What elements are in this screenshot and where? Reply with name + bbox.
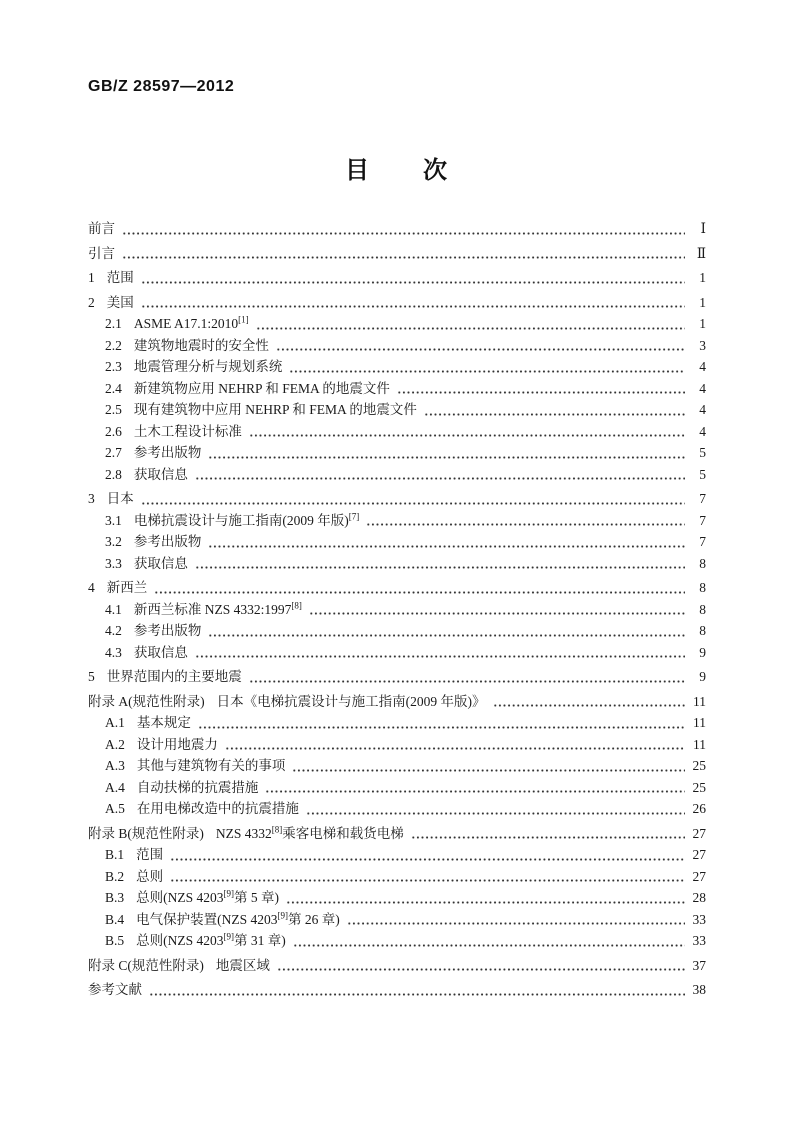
toc-entry (88, 399, 706, 421)
toc-entry-label: 土木工程设计标准 (133, 423, 242, 439)
toc-entry (88, 844, 706, 866)
toc-entry-number: 3.2 (105, 534, 122, 549)
toc-entry (88, 642, 706, 664)
toc-entry (88, 335, 706, 357)
toc-entry (88, 218, 706, 240)
toc-entry-number: A.1 (105, 715, 125, 730)
toc-entry (88, 356, 706, 378)
dot-leader (149, 992, 685, 997)
toc-entry (88, 292, 706, 314)
toc-entry-label: 在用电梯改造中的抗震措施 (136, 801, 299, 816)
toc-entry (88, 313, 706, 335)
toc-entry (88, 442, 706, 464)
dot-leader (170, 857, 685, 862)
toc-entry-number: 2.1 (105, 316, 122, 331)
toc-entry-number: 3.3 (105, 555, 122, 571)
dot-leader (198, 725, 685, 730)
dot-leader (397, 390, 685, 395)
dot-leader (141, 501, 685, 506)
toc-entry-label: 获取信息 (133, 644, 188, 660)
toc-entry-page: 27 (692, 825, 706, 841)
toc-entry-label: 参考出版物 (133, 534, 202, 549)
toc-entry-page: 8 (699, 601, 706, 617)
toc-entry (88, 955, 706, 977)
toc-entry (88, 979, 706, 1001)
toc-entry-page: 5 (699, 445, 706, 460)
toc-entry (88, 488, 706, 510)
toc-entry-number: 3.1 (105, 512, 122, 528)
toc-entry-page: 8 (699, 555, 706, 571)
toc-entry-label: 美国 (106, 294, 134, 310)
toc-entry-number: 2.2 (105, 337, 122, 353)
toc-entry-number: 2.6 (105, 423, 122, 439)
toc-entry-number: A.2 (105, 736, 125, 752)
toc-entry-number: B.2 (105, 868, 125, 884)
toc-list (88, 218, 706, 1001)
toc-entry-number: 3 (88, 491, 95, 506)
page-title: 目 次 (345, 157, 449, 184)
dot-leader (277, 967, 685, 972)
toc-entry-number: 2.4 (105, 380, 122, 396)
dot-leader (256, 326, 685, 331)
toc-entry-label: 建筑物地震时的安全性 (133, 337, 269, 353)
toc-entry (88, 599, 706, 621)
toc-entry-page: 7 (699, 534, 706, 549)
toc-entry-number: B.3 (105, 890, 125, 905)
toc-entry-page: Ⅰ (700, 221, 706, 236)
toc-entry (88, 866, 706, 888)
toc-entry-number: A.4 (105, 779, 125, 795)
toc-entry-label: 新西兰标准 NZS 4332:1997[8] (133, 600, 302, 617)
toc-entry-number: 附录 B(规范性附录) (88, 825, 204, 841)
toc-entry-label: 前言 (88, 221, 115, 236)
toc-entry (88, 734, 706, 756)
dot-leader (141, 304, 685, 309)
toc-entry-number: 2.8 (105, 466, 122, 482)
toc-entry-label: 总则(NZS 4203[9]第 5 章) (136, 888, 280, 905)
toc-entry-page: 11 (693, 715, 706, 730)
dot-leader (347, 921, 685, 926)
toc-entry (88, 666, 706, 688)
toc-entry-label: 获取信息 (133, 466, 188, 482)
toc-entry-number: 4.1 (105, 601, 122, 617)
toc-entry-page: Ⅱ (696, 245, 706, 261)
toc-entry-label: 现有建筑物中应用 NEHRP 和 FEMA 的地震文件 (133, 402, 417, 417)
toc-entry-page: 4 (699, 359, 706, 374)
toc-entry-page: 26 (692, 801, 706, 816)
toc-entry (88, 421, 706, 443)
toc-entry-page: 4 (699, 423, 706, 439)
toc-entry-number: B.1 (105, 847, 125, 862)
toc-entry-label: 参考文献 (88, 982, 142, 997)
toc-entry (88, 930, 706, 952)
dot-leader (122, 231, 685, 236)
toc-entry-number: B.4 (105, 911, 125, 927)
toc-entry-number: 附录 C(规范性附录) (88, 957, 204, 973)
toc-entry-label: 总则(NZS 4203[9]第 31 章) (136, 931, 286, 948)
toc-entry-label: NZS 4332[8]乘客电梯和载货电梯 (215, 824, 404, 841)
dot-leader (195, 654, 685, 659)
toc-entry-label: 参考出版物 (133, 623, 202, 638)
toc-entry (88, 553, 706, 575)
toc-entry-label: 获取信息 (133, 555, 188, 571)
toc-entry-page: 25 (692, 779, 706, 795)
dot-leader (208, 633, 685, 638)
dot-leader (208, 455, 685, 460)
toc-entry-number: A.3 (105, 758, 125, 773)
dot-leader (292, 768, 685, 773)
toc-entry (88, 620, 706, 642)
toc-entry-page: 8 (699, 580, 706, 595)
toc-entry (88, 510, 706, 532)
toc-entry-page: 4 (699, 402, 706, 417)
toc-entry-page: 3 (699, 337, 706, 353)
dot-leader (195, 476, 685, 481)
toc-entry-page: 25 (692, 758, 706, 773)
dot-leader (170, 878, 685, 883)
standard-code: GB/Z 28597—2012 (88, 78, 235, 95)
dot-leader (411, 835, 685, 840)
toc-entry-page: 11 (693, 736, 706, 752)
toc-entry-page: 1 (699, 294, 706, 310)
toc-entry-number: 4 (88, 580, 95, 595)
toc-entry-page: 28 (692, 890, 706, 905)
dot-leader (249, 433, 685, 438)
dot-leader (293, 943, 685, 948)
toc-entry-number: 2.3 (105, 359, 122, 374)
toc-entry-label: 电气保护装置(NZS 4203[9]第 26 章) (136, 910, 340, 927)
toc-entry-number: 2 (88, 294, 95, 310)
toc-entry-label: 新建筑物应用 NEHRP 和 FEMA 的地震文件 (133, 380, 390, 396)
toc-entry-label: 引言 (88, 245, 115, 261)
toc-entry-number: 2.7 (105, 445, 122, 460)
dot-leader (424, 412, 685, 417)
toc-entry-label: 地震区域 (215, 957, 270, 973)
toc-entry-number: 附录 A(规范性附录) (88, 693, 205, 709)
toc-entry-page: 4 (699, 380, 706, 396)
toc-entry (88, 909, 706, 931)
toc-entry-page: 27 (692, 847, 706, 862)
toc-entry-page: 33 (692, 911, 706, 927)
dot-leader (265, 789, 685, 794)
toc-entry-page: 5 (699, 466, 706, 482)
toc-entry-number: A.5 (105, 801, 125, 816)
dot-leader (289, 369, 685, 374)
dot-leader (249, 679, 685, 684)
toc-entry-page: 38 (692, 982, 706, 997)
toc-entry-label: 参考出版物 (133, 445, 202, 460)
toc-entry-page: 1 (699, 270, 706, 285)
toc-entry-label: 总则 (136, 868, 164, 884)
toc-entry-label: 日本《电梯抗震设计与施工指南(2009 年版)》 (216, 693, 486, 709)
toc-entry-page: 27 (692, 868, 706, 884)
toc-entry-page: 1 (699, 316, 706, 331)
dot-leader (306, 811, 685, 816)
toc-entry-page: 9 (699, 669, 706, 684)
dot-leader (276, 347, 685, 352)
toc-entry-label: 世界范围内的主要地震 (106, 669, 242, 684)
toc-entry (88, 887, 706, 909)
dot-leader (208, 544, 685, 549)
toc-entry-number: 4.3 (105, 644, 122, 660)
dot-leader (141, 280, 685, 285)
toc-entry-label: 基本规定 (136, 715, 191, 730)
toc-entry-page: 37 (692, 957, 706, 973)
toc-entry (88, 755, 706, 777)
toc-entry-page: 7 (699, 512, 706, 528)
dot-leader (309, 611, 685, 616)
toc-entry (88, 712, 706, 734)
toc-entry-label: 电梯抗震设计与施工指南(2009 年版)[7] (133, 511, 360, 528)
toc-entry-number: 2.5 (105, 402, 122, 417)
dot-leader (154, 590, 685, 595)
toc-entry-number: B.5 (105, 933, 125, 948)
toc-entry-number: 4.2 (105, 623, 122, 638)
dot-leader (286, 900, 685, 905)
toc-entry (88, 243, 706, 265)
dot-leader (366, 522, 685, 527)
toc-entry-label: 自动扶梯的抗震措施 (136, 779, 259, 795)
toc-entry-label: ASME A17.1:2010[1] (133, 314, 249, 331)
toc-entry (88, 464, 706, 486)
toc-entry (88, 777, 706, 799)
toc-entry-label: 范围 (106, 270, 134, 285)
toc-entry (88, 577, 706, 599)
toc-entry-number: 1 (88, 270, 95, 285)
toc-entry (88, 823, 706, 845)
toc-entry-page: 7 (699, 491, 706, 506)
toc-entry-label: 其他与建筑物有关的事项 (136, 758, 286, 773)
toc-entry-page: 11 (693, 693, 706, 709)
dot-leader (195, 565, 685, 570)
toc-entry-label: 地震管理分析与规划系统 (133, 359, 283, 374)
toc-entry-label: 日本 (106, 491, 134, 506)
toc-entry-number: 5 (88, 669, 95, 684)
toc-entry (88, 531, 706, 553)
dot-leader (493, 703, 686, 708)
toc-entry-page: 8 (699, 623, 706, 638)
toc-entry-page: 33 (692, 933, 706, 948)
toc-entry (88, 378, 706, 400)
toc-entry (88, 691, 706, 713)
toc-entry (88, 798, 706, 820)
toc-entry-label: 范围 (136, 847, 164, 862)
toc-entry (88, 267, 706, 289)
toc-entry-label: 新西兰 (106, 580, 148, 595)
toc-entry-page: 9 (699, 644, 706, 660)
dot-leader (225, 746, 685, 751)
dot-leader (122, 255, 685, 260)
toc-entry-label: 设计用地震力 (136, 736, 218, 752)
